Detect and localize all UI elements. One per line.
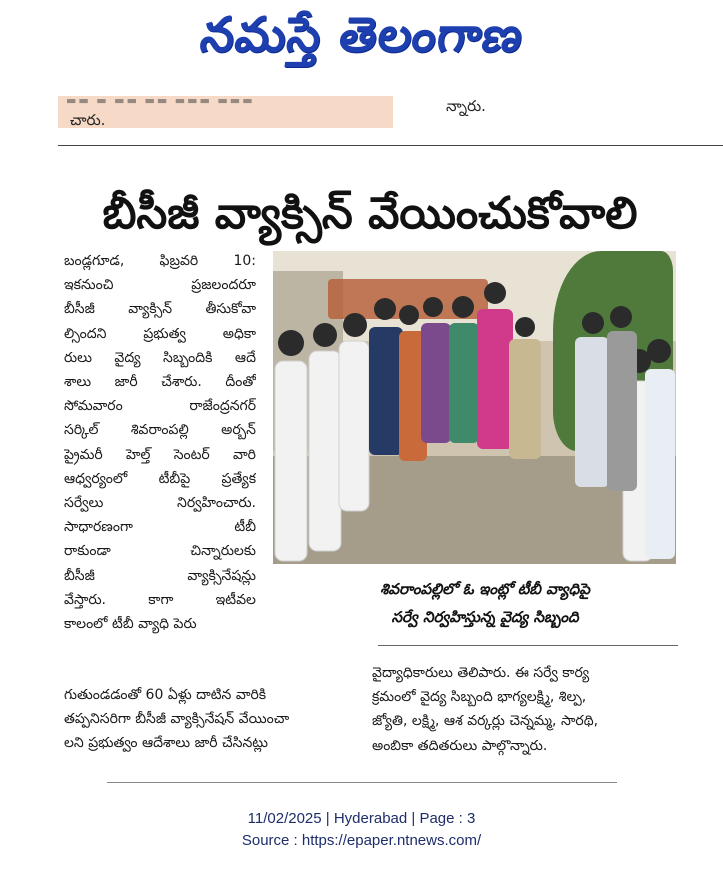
article-line: క్రమంలో వైద్య సిబ్బంది భాగ్యలక్ష్మి, శిల్ప, [372, 689, 587, 706]
article-photo [273, 251, 676, 564]
article-line: లని ప్రభుత్వం ఆదేశాలు జారీ చేసినట్లు [64, 735, 268, 752]
article-line: బీసీజీ వ్యాక్సిన్ తీసుకోవా [64, 301, 256, 318]
clip-right-text: న్నారు. [446, 97, 486, 115]
newspaper-logo: నమస్తే తెలంగాణ [197, 7, 528, 63]
caption-line: సర్వే నిర్వహిస్తున్న వైద్య సిబ్బంది [391, 608, 579, 626]
article-line: శాలు జారీ చేశారు. దీంతో [64, 374, 256, 391]
clip-left-text: చారు. [70, 111, 106, 129]
article-headline: బీసీజీ వ్యాక్సిన్ వేయించుకోవాలి [102, 188, 638, 240]
article-line: సర్కిల్ శివరాంపల్లి అర్బన్ [64, 422, 256, 439]
footer-source: Source : https://epaper.ntnews.com/ [241, 832, 482, 849]
masthead [0, 0, 723, 82]
article-line: సాధారణంగా టీబీ [64, 519, 256, 536]
article-line: రులు వైద్య సిబ్బందికి ఆదే [64, 349, 256, 366]
article-left-column [64, 249, 256, 636]
article-line: జ్యోతి, లక్ష్మి, ఆశ వర్కర్లు చెన్నమ్మ, సారథి, [372, 713, 599, 730]
article-line: ల్సిందని ప్రభుత్వ అధికా [64, 325, 256, 342]
article-line: ఇకనుంచి ప్రజలందరూ [64, 277, 256, 294]
article-line: సర్వేలు నిర్వహించారు. [64, 495, 256, 512]
article-line: రాకుండా చిన్నారులకు [64, 543, 256, 560]
article-line: గుతుండడంతో 60 ఏళ్లు దాటిన వారికి [64, 687, 267, 703]
caption-line: శివరాంపల్లిలో ఓ ఇంట్లో టీబీ వ్యాధిపై [380, 580, 590, 598]
clip-fragment-decoration: ▬▬ ▬ ▬▬ ▬▬ ▬▬▬ ▬▬▬ [66, 94, 255, 107]
top-divider [58, 145, 723, 146]
article-line: కాలంలో టీబీ వ్యాధి పెరు [64, 616, 197, 633]
photo-caption [290, 575, 680, 631]
article-line: తప్పనిసరిగా బీసీజీ వ్యాక్సినేషన్ వేయించా [64, 711, 290, 728]
article-line: ప్రైమరీ హెల్త్ సెంటర్ వారి [64, 446, 256, 463]
article-line: వేస్తారు. కాగా ఇటీవల [64, 591, 256, 608]
article-line: బీసీజీ వ్యాక్సినేషన్లు [64, 567, 256, 584]
article-left-continuation [64, 683, 358, 756]
article-right-column [372, 661, 678, 758]
photo-group-of-people [273, 251, 676, 564]
caption-divider [378, 645, 678, 646]
article-line: వైద్యాధికారులు తెలిపారు. ఈ సర్వే కార్య [372, 665, 590, 681]
page-footer [0, 808, 723, 852]
article-line: అంబికా తదితరులు పాల్గొన్నారు. [372, 737, 548, 754]
article-line: బండ్లగూడ, ఫిబ్రవరి 10: [64, 253, 256, 269]
article-line: ఆధ్వర్యంలో టీబీపై ప్రత్యేక [64, 470, 256, 487]
article-line: సోమవారం రాజేంద్రనగర్ [64, 398, 256, 415]
footer-date-location: 11/02/2025 | Hyderabad | Page : 3 [247, 810, 476, 827]
bottom-divider [107, 782, 617, 783]
